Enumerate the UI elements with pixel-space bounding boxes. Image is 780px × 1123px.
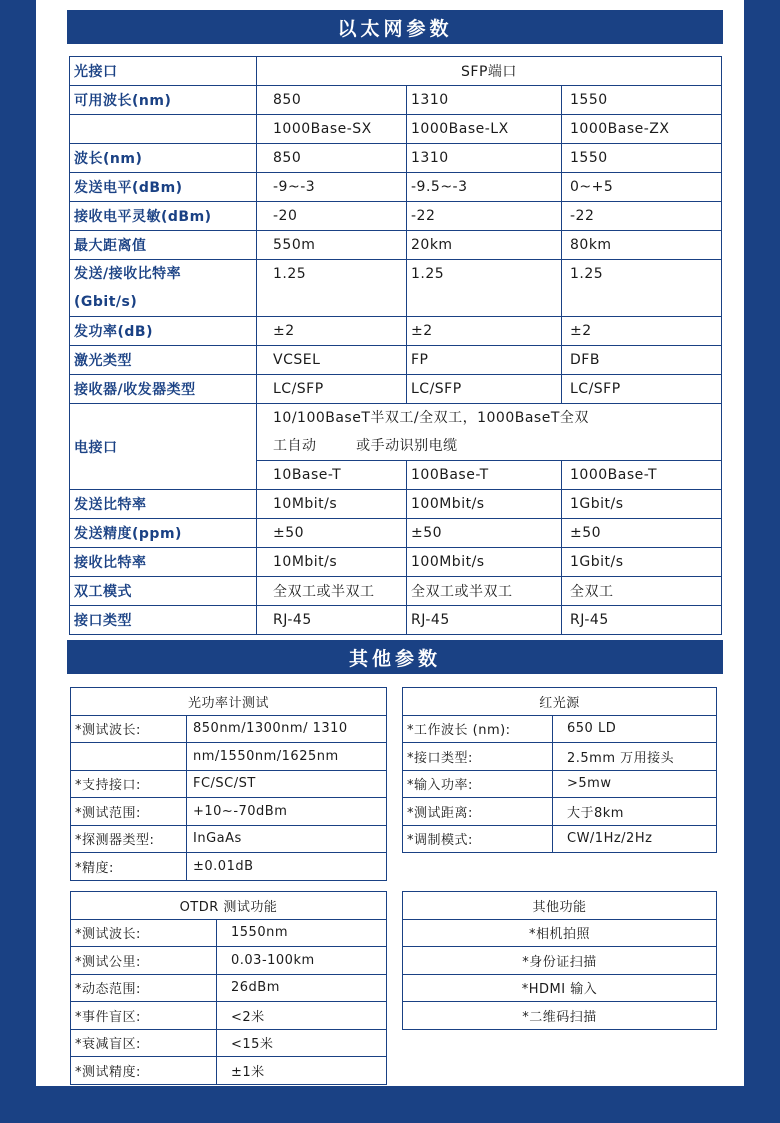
otdr-value: ±1米 (217, 1057, 387, 1085)
power-value: nm/1550nm/1625nm (187, 743, 387, 771)
otdr-value: 0.03-100km (217, 947, 387, 975)
cell-value: SFP端口 (257, 57, 722, 86)
power-key: *支持接口: (71, 770, 187, 798)
cell-value: -9~-3 (257, 173, 407, 202)
row-label: 发送精度(ppm) (70, 519, 257, 548)
otdr-key: *测试公里: (71, 947, 217, 975)
table-row (70, 577, 722, 606)
cell-value: 全双工 (562, 577, 722, 606)
row-label: 双工模式 (70, 577, 257, 606)
otdr-key: *测试波长: (71, 919, 217, 947)
otdr-value: <2米 (217, 1002, 387, 1030)
cell-value: VCSEL (257, 346, 407, 375)
cell-value: LC/SFP (257, 375, 407, 404)
table-row (70, 404, 722, 461)
cell-value: 1000Base-ZX (562, 115, 722, 144)
table-row (70, 260, 722, 317)
cell-value: 1000Base-SX (257, 115, 407, 144)
cell-value: 1000Base-T (562, 461, 722, 490)
cell-value: 1310 (407, 144, 562, 173)
power-value: 850nm/1300nm/ 1310 (187, 715, 387, 743)
otdr-value: <15米 (217, 1029, 387, 1057)
spec-page (36, 0, 744, 1086)
cell-value: 全双工或半双工 (257, 577, 407, 606)
row-label: 接收器/收发器类型 (70, 375, 257, 404)
red-key: *调制模式: (403, 825, 553, 853)
red-value: 大于8km (553, 798, 717, 826)
cell-value: -20 (257, 202, 407, 231)
table-row (70, 86, 722, 115)
cell-value: 80km (562, 231, 722, 260)
otdr-value: 26dBm (217, 974, 387, 1002)
power-value: FC/SC/ST (187, 770, 387, 798)
cell-line: 10/100BaseT半双工/全双工，1000BaseT全双 (273, 410, 589, 426)
otdr-title: OTDR 测试功能 (71, 892, 387, 920)
function-item: *相机拍照 (403, 919, 717, 947)
cell-value: 100Mbit/s (407, 490, 562, 519)
row-label: 激光类型 (70, 346, 257, 375)
cell-value: -22 (407, 202, 562, 231)
row-label: 可用波长(nm) (70, 86, 257, 115)
cell-value: 550m (257, 231, 407, 260)
table-row (70, 317, 722, 346)
table-row (70, 519, 722, 548)
cell-value: 1Gbit/s (562, 548, 722, 577)
cell-value: 0~+5 (562, 173, 722, 202)
cell-value: 1000Base-LX (407, 115, 562, 144)
power-key: *精度: (71, 853, 187, 881)
row-label: 发功率(dB) (70, 317, 257, 346)
row-label-line: (Gbit/s) (74, 294, 138, 310)
otdr-key: *衰减盲区: (71, 1029, 217, 1057)
row-label: 波长(nm) (70, 144, 257, 173)
red-value: 2.5mm 万用接头 (553, 743, 717, 771)
row-label: 光接口 (70, 57, 257, 86)
cell-value: 10Base-T (257, 461, 407, 490)
table-row (70, 173, 722, 202)
power-value: ±0.01dB (187, 853, 387, 881)
red-key: *工作波长 (nm): (403, 715, 553, 743)
table-row (70, 202, 722, 231)
cell-value: 1550 (562, 144, 722, 173)
red-key: *测试距离: (403, 798, 553, 826)
table-row (70, 231, 722, 260)
row-label: 接收电平灵敏(dBm) (70, 202, 257, 231)
cell-value: RJ-45 (257, 606, 407, 635)
cell-value: DFB (562, 346, 722, 375)
red-light-title: 红光源 (403, 688, 717, 716)
ethernet-parameters-table (69, 56, 722, 635)
red-value: CW/1Hz/2Hz (553, 825, 717, 853)
row-label-line: 发送/接收比特率 (74, 266, 182, 282)
cell-value: 850 (257, 86, 407, 115)
function-item: *HDMI 输入 (403, 974, 717, 1002)
otdr-key: *动态范围: (71, 974, 217, 1002)
power-value: +10~-70dBm (187, 798, 387, 826)
cell-value: -9.5~-3 (407, 173, 562, 202)
power-meter-title: 光功率计测试 (71, 688, 387, 716)
row-label (70, 115, 257, 144)
cell-value (257, 404, 722, 461)
cell-value: RJ-45 (407, 606, 562, 635)
table-row (70, 346, 722, 375)
table-row (70, 144, 722, 173)
cell-value: 1Gbit/s (562, 490, 722, 519)
cell-value: 10Mbit/s (257, 548, 407, 577)
power-meter-table (70, 687, 387, 881)
ethernet-section-title: 以太网参数 (67, 10, 723, 44)
cell-value: ±2 (257, 317, 407, 346)
cell-value: 1310 (407, 86, 562, 115)
row-label (70, 260, 257, 317)
other-functions-table (402, 891, 717, 1030)
red-value: 650 LD (553, 715, 717, 743)
power-key: *探测器类型: (71, 825, 187, 853)
otdr-key: *测试精度: (71, 1057, 217, 1085)
row-label: 电接口 (70, 404, 257, 490)
red-key: *输入功率: (403, 770, 553, 798)
row-label: 接口类型 (70, 606, 257, 635)
function-item: *身份证扫描 (403, 947, 717, 975)
cell-value: 全双工或半双工 (407, 577, 562, 606)
row-label: 发送电平(dBm) (70, 173, 257, 202)
table-row (70, 606, 722, 635)
table-row (70, 57, 722, 86)
table-row (70, 548, 722, 577)
cell-value: -22 (562, 202, 722, 231)
otdr-value: 1550nm (217, 919, 387, 947)
power-key (71, 743, 187, 771)
row-label: 最大距离值 (70, 231, 257, 260)
cell-value: ±2 (562, 317, 722, 346)
cell-value: RJ-45 (562, 606, 722, 635)
cell-value: ±50 (407, 519, 562, 548)
cell-value: 1.25 (562, 260, 722, 317)
cell-value: ±50 (257, 519, 407, 548)
cell-line: 工自动 或手动识别电缆 (273, 438, 458, 454)
cell-value: 20km (407, 231, 562, 260)
otdr-table (70, 891, 387, 1085)
power-value: InGaAs (187, 825, 387, 853)
red-key: *接口类型: (403, 743, 553, 771)
cell-value: 1.25 (407, 260, 562, 317)
cell-value: 100Base-T (407, 461, 562, 490)
cell-value: 100Mbit/s (407, 548, 562, 577)
power-key: *测试波长: (71, 715, 187, 743)
power-key: *测试范围: (71, 798, 187, 826)
function-item: *二维码扫描 (403, 1002, 717, 1030)
cell-value: ±50 (562, 519, 722, 548)
table-row (70, 375, 722, 404)
cell-value: ±2 (407, 317, 562, 346)
cell-value: LC/SFP (407, 375, 562, 404)
red-value: >5mw (553, 770, 717, 798)
otdr-key: *事件盲区: (71, 1002, 217, 1030)
cell-value: FP (407, 346, 562, 375)
table-row (70, 115, 722, 144)
other-section-title: 其他参数 (67, 640, 723, 674)
cell-value: 1550 (562, 86, 722, 115)
row-label: 接收比特率 (70, 548, 257, 577)
cell-value: 850 (257, 144, 407, 173)
table-row (70, 490, 722, 519)
row-label: 发送比特率 (70, 490, 257, 519)
other-functions-title: 其他功能 (403, 892, 717, 920)
cell-value: LC/SFP (562, 375, 722, 404)
cell-value: 10Mbit/s (257, 490, 407, 519)
red-light-table (402, 687, 717, 853)
cell-value: 1.25 (257, 260, 407, 317)
